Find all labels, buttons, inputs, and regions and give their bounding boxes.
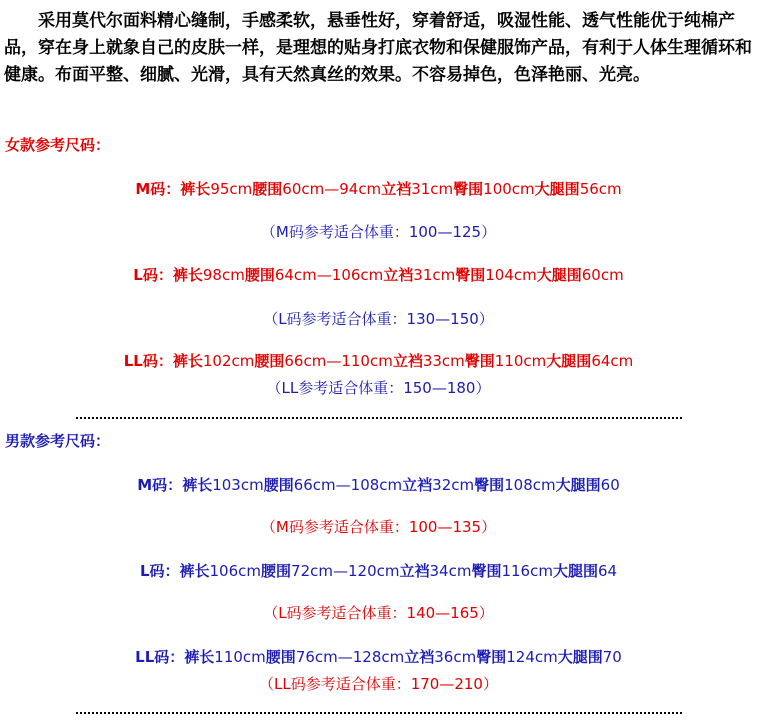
- waist-value: 66cm—108cm: [293, 476, 403, 494]
- length-label: 裤长: [172, 266, 203, 284]
- hip-value: 110cm: [494, 352, 547, 370]
- section-divider: [76, 712, 682, 714]
- length-label: 裤长: [182, 476, 213, 494]
- rise-value: 34cm: [429, 562, 472, 580]
- rise-label: 立裆: [399, 562, 430, 580]
- size-name: L码：: [133, 266, 173, 284]
- thigh-value: 64: [597, 562, 618, 580]
- rise-value: 32cm: [432, 476, 475, 494]
- waist-label: 腰围: [261, 562, 292, 580]
- men-size-ll-line: [0, 646, 757, 667]
- hip-label: 臀围: [455, 266, 486, 284]
- waist-value: 72cm—120cm: [291, 562, 400, 580]
- product-description: 采用莫代尔面料精心缝制，手感柔软，悬垂性好，穿着舒适，吸湿性能、透气性能优于纯棉产品，穿在身上就象自己的皮肤一样，是理想的贴身打底衣物和保健服饰产品，有利于人体生理循环和健康。布面平整、细腻、光滑，具有天然真丝的效果。不容易掉色，色泽艳丽、光亮。: [4, 11, 752, 85]
- hip-value: 108cm: [504, 476, 556, 494]
- rise-label: 立裆: [404, 648, 435, 666]
- length-value: 103cm: [212, 476, 264, 494]
- thigh-label: 大腿围: [555, 476, 601, 494]
- rise-label: 立裆: [381, 180, 412, 198]
- hip-label: 臀围: [474, 476, 505, 494]
- hip-label: 臀围: [453, 180, 484, 198]
- length-value: 110cm: [214, 648, 266, 666]
- men-size-m-line: [0, 474, 757, 495]
- waist-value: 66cm—110cm: [284, 352, 393, 370]
- men-size-ll-weight: （LL码参考适合体重：170—210）: [259, 675, 498, 693]
- thigh-value: 60cm: [581, 266, 624, 284]
- waist-label: 腰围: [263, 476, 294, 494]
- rise-value: 31cm: [413, 266, 456, 284]
- length-value: 102cm: [202, 352, 255, 370]
- rise-value: 33cm: [422, 352, 465, 370]
- thigh-value: 60: [600, 476, 620, 494]
- hip-label: 臀围: [464, 352, 495, 370]
- waist-value: 60cm—94cm: [282, 180, 382, 198]
- hip-label: 臀围: [476, 648, 507, 666]
- women-size-m-line: [0, 178, 757, 199]
- size-name: M码：: [137, 476, 183, 494]
- hip-value: 104cm: [485, 266, 537, 284]
- men-size-heading: 男款参考尺码：: [5, 432, 111, 450]
- thigh-label: 大腿围: [534, 180, 580, 198]
- thigh-label: 大腿围: [546, 352, 592, 370]
- women-size-ll-weight: （LL参考适合体重：150—180）: [266, 379, 491, 397]
- thigh-value: 56cm: [579, 180, 622, 198]
- thigh-value: 64cm: [591, 352, 634, 370]
- length-label: 裤长: [180, 180, 211, 198]
- rise-value: 31cm: [411, 180, 454, 198]
- hip-value: 116cm: [501, 562, 553, 580]
- thigh-label: 大腿围: [557, 648, 603, 666]
- rise-label: 立裆: [392, 352, 423, 370]
- waist-label: 腰围: [252, 180, 283, 198]
- rise-label: 立裆: [402, 476, 433, 494]
- length-label: 裤长: [184, 648, 215, 666]
- women-size-heading: 女款参考尺码：: [5, 136, 111, 154]
- rise-value: 36cm: [434, 648, 477, 666]
- thigh-label: 大腿围: [536, 266, 582, 284]
- women-size-l-weight: （L码参考适合体重：130—150）: [263, 310, 494, 328]
- waist-label: 腰围: [244, 266, 275, 284]
- men-size-m-weight: （M码参考适合体重：100—135）: [260, 518, 497, 536]
- men-size-l-line: [0, 560, 757, 581]
- waist-label: 腰围: [254, 352, 285, 370]
- length-value: 98cm: [202, 266, 245, 284]
- rise-label: 立裆: [383, 266, 414, 284]
- hip-value: 124cm: [506, 648, 558, 666]
- length-value: 106cm: [209, 562, 262, 580]
- length-label: 裤长: [172, 352, 203, 370]
- hip-value: 100cm: [483, 180, 535, 198]
- women-size-ll-line: [0, 350, 757, 371]
- length-value: 95cm: [210, 180, 253, 198]
- waist-value: 64cm—106cm: [274, 266, 384, 284]
- size-name: L码：: [139, 562, 180, 580]
- length-label: 裤长: [179, 562, 210, 580]
- size-name: M码：: [135, 180, 181, 198]
- thigh-value: 70: [602, 648, 622, 666]
- hip-label: 臀围: [471, 562, 502, 580]
- size-name: LL码：: [135, 648, 185, 666]
- women-size-l-line: [0, 264, 757, 285]
- waist-label: 腰围: [265, 648, 296, 666]
- section-divider: [76, 417, 682, 419]
- thigh-label: 大腿围: [552, 562, 598, 580]
- men-size-l-weight: （L码参考适合体重：140—165）: [263, 604, 494, 622]
- size-name: LL码：: [123, 352, 173, 370]
- waist-value: 76cm—128cm: [295, 648, 405, 666]
- women-size-m-weight: （M码参考适合体重：100—125）: [260, 223, 497, 241]
